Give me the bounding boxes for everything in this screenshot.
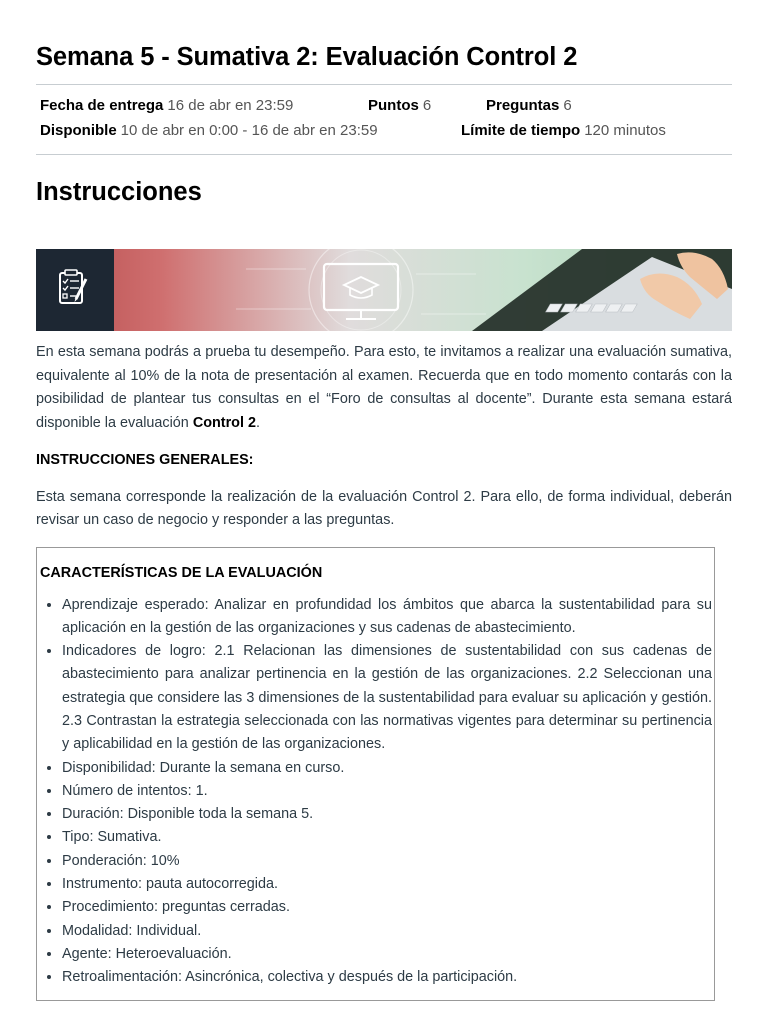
list-item: • Agente: Heteroevaluación.: [62, 943, 712, 966]
intro-end: .: [255, 414, 260, 431]
general-instructions-text: Esta semana corresponde la realización de la evaluación Control 2. Para ello, de forma individual, deberán revisar un caso de negocio y responder a las preguntas.: [36, 488, 732, 528]
points-value: 6: [422, 97, 432, 114]
list-item: • Retroalimentación: Asincrónica, colectiva y después de la participación.: [62, 966, 712, 989]
intro-paragraph: [36, 341, 732, 435]
due-date-detail: [40, 96, 293, 116]
list-item: • Procedimiento: preguntas cerradas.: [62, 896, 712, 919]
list-item: • Tipo: Sumativa.: [62, 826, 712, 849]
quiz-details: [36, 85, 732, 154]
availability-label: Disponible: [40, 122, 117, 139]
list-item: • Número de intentos: 1.: [62, 780, 712, 803]
list-item: • Disponibilidad: Durante la semana en curso.: [62, 757, 712, 780]
availability-value: 10 de abr en 0:00 - 16 de abr en 23:59: [120, 122, 378, 139]
list-item: • Aprendizaje esperado: Analizar en profundidad los ámbitos que abarca la sustentabilidad para su aplicación en la gestión de las organizaciones y sus cadenas de abastecimiento.: [62, 594, 712, 641]
page-title: Semana 5 - Sumativa 2: Evaluación Control 2: [36, 43, 578, 71]
list-item: • Modalidad: Individual.: [62, 920, 712, 943]
checklist-pencil-icon: [36, 249, 114, 331]
list-item: • Ponderación: 10%: [62, 850, 712, 873]
evaluation-features-box: [36, 547, 715, 1001]
availability-detail: [40, 121, 378, 141]
instructions-heading: Instrucciones: [36, 178, 202, 206]
due-date-value: 16 de abr en 23:59: [167, 97, 294, 114]
time-limit-label: Límite de tiempo: [461, 122, 581, 139]
list-item: • Instrumento: pauta autocorregida.: [62, 873, 712, 896]
intro-text: En esta semana podrás a prueba tu desempeño. Para esto, te invitamos a realizar una evaluación sumativa, equivalente al 10% de la nota de presentación al examen. Recuerda que en todo momento contarás con la posibilidad de plantear tus consultas en el “Foro de consultas al docente”. Durante esta semana estará disponible la evaluación: [36, 344, 732, 431]
features-list: [40, 594, 712, 990]
due-date-label: Fecha de entrega: [40, 97, 164, 114]
questions-value: 6: [563, 97, 572, 114]
list-item: • Indicadores de logro: 2.1 Relacionan las dimensiones de sustentabilidad con sus cadenas de abastecimiento para analizar pertinencia en la gestión de las organizaciones. 2.2 Seleccionan una estrategia que considere las 3 dimensiones de la sustentabilidad para evaluar su aplicación y gestión. 2.3 Contrastan la estrategia seleccionada con las normativas vigentes para determinar su pertinencia y aplicabilidad en la gestión de las organizaciones.: [62, 640, 712, 756]
laptop-hands-graphic: [432, 249, 732, 331]
list-item: • Duración: Disponible toda la semana 5.: [62, 803, 712, 826]
questions-label: Preguntas: [486, 97, 560, 114]
features-title: CARACTERÍSTICAS DE LA EVALUACIÓN: [40, 564, 323, 581]
questions-detail: [486, 96, 572, 116]
points-label: Puntos: [368, 97, 419, 114]
intro-bold-text: Control 2: [192, 414, 256, 431]
points-detail: [368, 96, 431, 116]
time-limit-detail: [461, 121, 666, 141]
time-limit-value: 120 minutos: [584, 122, 666, 139]
general-instructions-heading: INSTRUCCIONES GENERALES:: [36, 452, 254, 468]
instructions-banner: [36, 249, 732, 331]
